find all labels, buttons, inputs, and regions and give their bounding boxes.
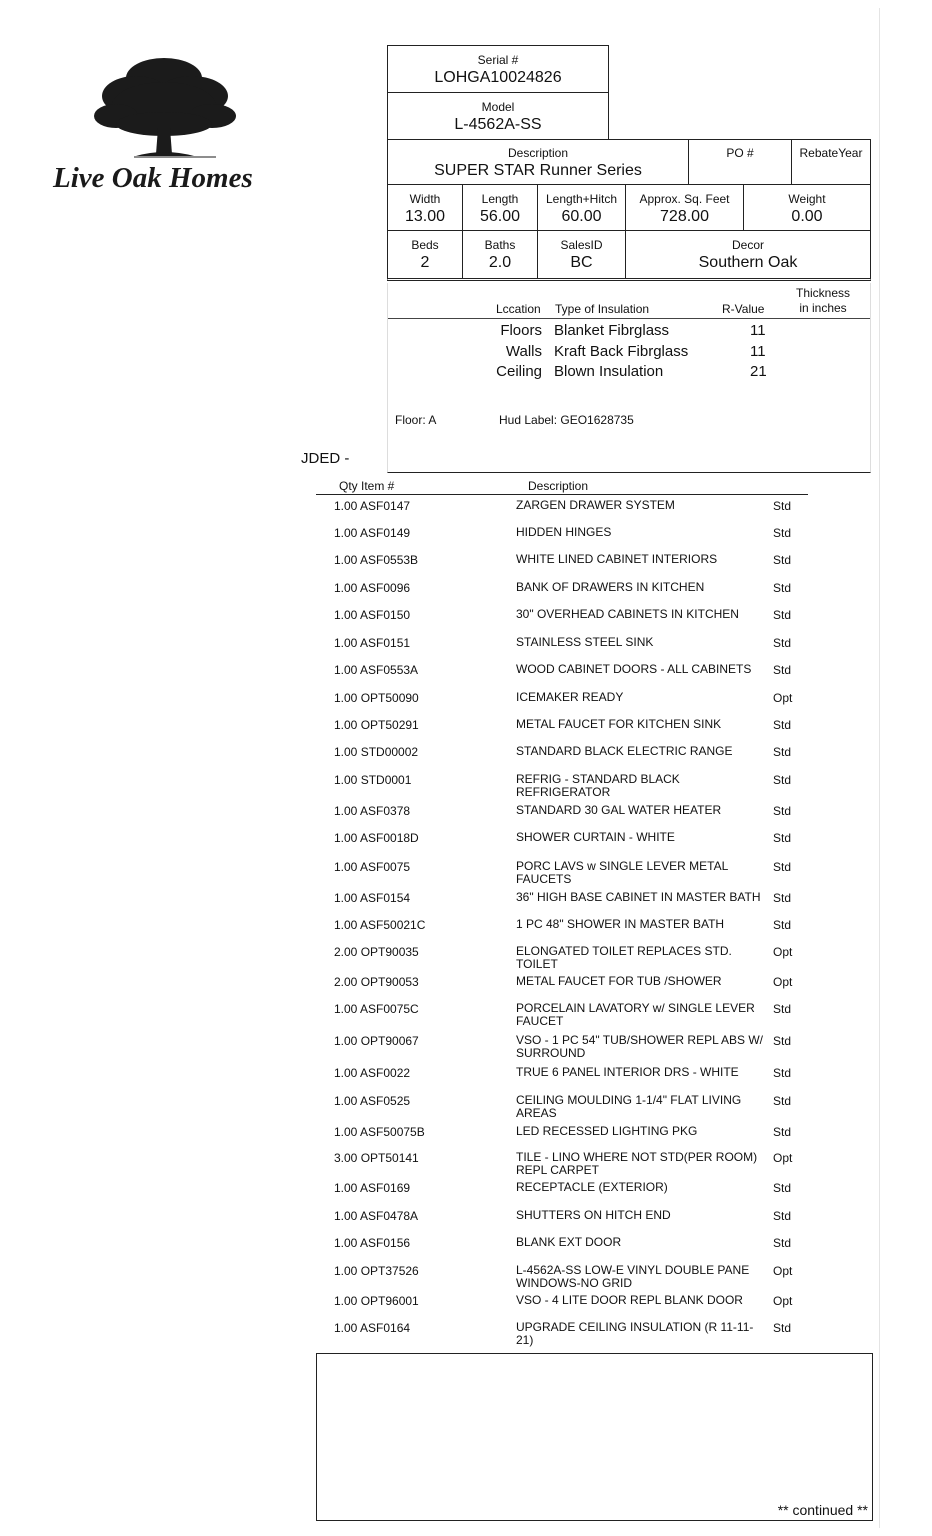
description-cell: PORCELAIN LAVATORY w/ SINGLE LEVER FAUCET [516, 1001, 755, 1028]
description-cell: UPGRADE CEILING INSULATION (R 11-11-21) [516, 1320, 754, 1347]
length-hitch-label: Length+Hitch [545, 192, 618, 206]
std-opt-cell: Std [773, 1125, 792, 1139]
insulation-row: Ceiling Blown Insulation 21 [496, 363, 767, 380]
qty-item-cell: 1.00 OPT50090 [334, 691, 419, 705]
std-opt-cell: Std [773, 499, 792, 513]
hud-label: Hud Label: GEO1628735 [499, 413, 634, 427]
std-opt-cell: Opt [773, 691, 793, 705]
rebate-year-label: RebateYear [799, 146, 863, 160]
table-row [316, 1126, 808, 1152]
qty-item-cell: 1.00 ASF0478A [334, 1209, 419, 1223]
description-cell: METAL FAUCET FOR TUB /SHOWER [516, 974, 722, 988]
qty-item-cell: 1.00 OPT90067 [334, 1034, 419, 1048]
thickness-header: Thickness in inches [795, 286, 851, 315]
table-row [316, 1182, 808, 1208]
serial-value: LOHGA10024826 [434, 69, 562, 86]
std-opt-cell: Std [773, 663, 792, 677]
qty-item-cell: 3.00 OPT50141 [334, 1151, 419, 1165]
description-cell: 1 PC 48" SHOWER IN MASTER BATH [516, 917, 725, 931]
std-opt-cell: Std [773, 831, 792, 845]
beds-row [387, 230, 871, 281]
qty-item-cell: 1.00 ASF0075C [334, 1002, 419, 1016]
company-logo [48, 50, 288, 200]
qty-item-cell: 1.00 ASF0553B [334, 553, 419, 567]
baths-value: 2.0 [488, 254, 512, 271]
qty-item-cell: 1.00 ASF0154 [334, 891, 411, 905]
qty-item-cell: 1.00 ASF0150 [334, 608, 411, 622]
table-row [316, 946, 808, 972]
table-row [316, 1210, 808, 1236]
table-row [316, 1152, 808, 1178]
sales-id-label: SalesID [560, 238, 603, 252]
std-opt-cell: Std [773, 1321, 792, 1335]
qty-item-cell: 1.00 STD0001 [334, 773, 412, 787]
qty-item-cell: 2.00 OPT90035 [334, 945, 419, 959]
std-opt-cell: Std [773, 804, 792, 818]
insulation-type-header: Type of Insulation [555, 302, 650, 316]
table-row [316, 919, 808, 945]
description-cell: HIDDEN HINGES [516, 525, 612, 539]
description-cell: WHITE LINED CABINET INTERIORS [516, 552, 718, 566]
description-cell: VSO - 1 PC 54" TUB/SHOWER REPL ABS W/ SURROUND [516, 1033, 763, 1060]
baths-label: Baths [484, 238, 516, 252]
decor-value: Southern Oak [698, 254, 798, 271]
description-cell: RECEPTACLE (EXTERIOR) [516, 1180, 668, 1194]
dimensions-row [387, 184, 871, 231]
qty-item-cell: 1.00 ASF0151 [334, 636, 411, 650]
description-value: SUPER STAR Runner Series [434, 162, 642, 179]
qty-item-cell: 1.00 ASF0149 [334, 526, 411, 540]
description-cell: WOOD CABINET DOORS - ALL CABINETS [516, 662, 752, 676]
length-label: Length [481, 192, 519, 206]
table-row [316, 1265, 808, 1291]
rvalue-header: R-Value [722, 302, 765, 316]
description-cell: ICEMAKER READY [516, 690, 624, 704]
items-table-header [316, 477, 808, 495]
description-cell: ELONGATED TOILET REPLACES STD. TOILET [516, 944, 732, 971]
std-opt-cell: Std [773, 718, 792, 732]
sqft-value: 728.00 [660, 208, 709, 225]
std-opt-cell: Std [773, 773, 792, 787]
beds-label: Beds [411, 238, 439, 252]
description-row [387, 139, 871, 185]
description-cell: 36" HIGH BASE CABINET IN MASTER BATH [516, 890, 761, 904]
description-cell: TRUE 6 PANEL INTERIOR DRS - WHITE [516, 1065, 739, 1079]
oak-tree-icon [76, 50, 256, 162]
insulation-section [387, 283, 871, 473]
std-opt-cell: Std [773, 891, 792, 905]
section-label: JDED - [301, 450, 350, 467]
qty-item-cell: 1.00 OPT50291 [334, 718, 419, 732]
width-value: 13.00 [404, 208, 446, 225]
width-label: Width [409, 192, 441, 206]
description-cell: SHUTTERS ON HITCH END [516, 1208, 671, 1222]
qty-item-cell: 1.00 OPT96001 [334, 1294, 419, 1308]
qty-item-cell: 1.00 ASF0147 [334, 499, 411, 513]
table-row [316, 1295, 808, 1321]
description-cell: L-4562A-SS LOW-E VINYL DOUBLE PANE WINDOWS-NO GRID [516, 1263, 750, 1290]
std-opt-cell: Std [773, 1066, 792, 1080]
model-value: L-4562A-SS [454, 116, 542, 133]
description-cell: PORC LAVS w SINGLE LEVER METAL FAUCETS [516, 859, 728, 886]
table-row [316, 609, 808, 635]
qty-item-cell: 1.00 ASF0525 [334, 1094, 411, 1108]
std-opt-cell: Opt [773, 1294, 793, 1308]
description-cell: BLANK EXT DOOR [516, 1235, 622, 1249]
std-opt-cell: Std [773, 581, 792, 595]
length-value: 56.00 [479, 208, 521, 225]
table-row [316, 805, 808, 831]
po-label: PO # [726, 146, 754, 160]
beds-value: 2 [420, 254, 430, 271]
qty-item-cell: 1.00 ASF50021C [334, 918, 426, 932]
decor-label: Decor [731, 238, 764, 252]
sqft-label: Approx. Sq. Feet [639, 192, 730, 206]
std-opt-cell: Std [773, 553, 792, 567]
description-cell: LED RECESSED LIGHTING PKG [516, 1124, 698, 1138]
description-cell: METAL FAUCET FOR KITCHEN SINK [516, 717, 722, 731]
table-row [316, 500, 808, 526]
table-row [316, 692, 808, 718]
weight-label: Weight [788, 192, 826, 206]
qty-item-cell: 1.00 ASF0018D [334, 831, 419, 845]
table-row [316, 1237, 808, 1263]
description-cell: VSO - 4 LITE DOOR REPL BLANK DOOR [516, 1293, 743, 1307]
std-opt-cell: Std [773, 860, 792, 874]
qty-item-cell: 1.00 ASF0378 [334, 804, 411, 818]
std-opt-cell: Opt [773, 1151, 793, 1165]
std-opt-cell: Std [773, 1002, 792, 1016]
page-edge-line [879, 8, 880, 1528]
table-row [316, 1003, 808, 1029]
std-opt-cell: Std [773, 636, 792, 650]
qty-item-cell: 1.00 ASF0156 [334, 1236, 411, 1250]
qty-item-cell: 1.00 OPT37526 [334, 1264, 419, 1278]
description-label: Description [507, 146, 569, 160]
qty-item-cell: 1.00 ASF0164 [334, 1321, 411, 1335]
description-cell: REFRIG - STANDARD BLACK REFRIGERATOR [516, 772, 680, 799]
table-row [316, 554, 808, 580]
qty-item-cell: 1.00 ASF0096 [334, 581, 411, 595]
location-header: Lccation [496, 302, 541, 316]
table-row [316, 1067, 808, 1093]
continued-label: ** continued ** [777, 1502, 868, 1518]
table-row [316, 527, 808, 553]
model-label: Model [481, 100, 515, 114]
std-opt-cell: Std [773, 1094, 792, 1108]
table-row [316, 582, 808, 608]
table-row [316, 832, 808, 858]
qty-item-cell: 1.00 ASF0553A [334, 663, 419, 677]
description-cell: STANDARD BLACK ELECTRIC RANGE [516, 744, 733, 758]
table-row [316, 1035, 808, 1061]
length-hitch-value: 60.00 [561, 208, 602, 225]
insulation-row: Walls Kraft Back Fibrglass 11 [505, 343, 766, 360]
description-cell: TILE - LINO WHERE NOT STD(PER ROOM) REPL CARPET [516, 1150, 758, 1177]
company-name: Live Oak Homes [53, 162, 253, 194]
qty-item-cell: 1.00 ASF50075B [334, 1125, 425, 1139]
description-cell: SHOWER CURTAIN - WHITE [516, 830, 675, 844]
std-opt-cell: Opt [773, 945, 793, 959]
description-cell: ZARGEN DRAWER SYSTEM [516, 498, 675, 512]
table-row [316, 746, 808, 772]
qty-item-cell: 1.00 ASF0022 [334, 1066, 411, 1080]
insulation-header-rule [388, 318, 870, 319]
std-opt-cell: Opt [773, 1264, 793, 1278]
table-row [316, 892, 808, 918]
description-cell: 30" OVERHEAD CABINETS IN KITCHEN [516, 607, 739, 621]
insulation-row: Floors Blanket Fibrglass 11 [500, 322, 766, 339]
serial-box [387, 45, 609, 93]
table-row [316, 774, 808, 800]
std-opt-cell: Std [773, 1181, 792, 1195]
qty-item-cell: 1.00 ASF0075 [334, 860, 411, 874]
table-row [316, 976, 808, 1002]
qty-item-header: Qty Item # [339, 479, 395, 493]
description-cell: BANK OF DRAWERS IN KITCHEN [516, 580, 705, 594]
std-opt-cell: Std [773, 918, 792, 932]
std-opt-cell: Std [773, 1236, 792, 1250]
qty-item-cell: 1.00 ASF0169 [334, 1181, 411, 1195]
qty-item-cell: 2.00 OPT90053 [334, 975, 419, 989]
std-opt-cell: Std [773, 1034, 792, 1048]
std-opt-cell: Opt [773, 975, 793, 989]
table-row [316, 1322, 808, 1348]
description-header: Description [528, 479, 589, 493]
sales-id-value: BC [570, 254, 593, 271]
floor-label: Floor: A [395, 413, 437, 427]
table-row [316, 664, 808, 690]
description-cell: STAINLESS STEEL SINK [516, 635, 654, 649]
table-row [316, 861, 808, 887]
serial-label: Serial # [477, 53, 519, 67]
qty-item-cell: 1.00 STD00002 [334, 745, 419, 759]
table-row [316, 719, 808, 745]
description-cell: CEILING MOULDING 1-1/4" FLAT LIVING AREAS [516, 1093, 742, 1120]
model-box [387, 92, 609, 140]
weight-value: 0.00 [791, 208, 823, 225]
description-cell: STANDARD 30 GAL WATER HEATER [516, 803, 722, 817]
std-opt-cell: Std [773, 745, 792, 759]
table-row [316, 1095, 808, 1121]
table-row [316, 637, 808, 663]
notes-box [316, 1353, 873, 1521]
std-opt-cell: Std [773, 1209, 792, 1223]
std-opt-cell: Std [773, 608, 792, 622]
std-opt-cell: Std [773, 526, 792, 540]
